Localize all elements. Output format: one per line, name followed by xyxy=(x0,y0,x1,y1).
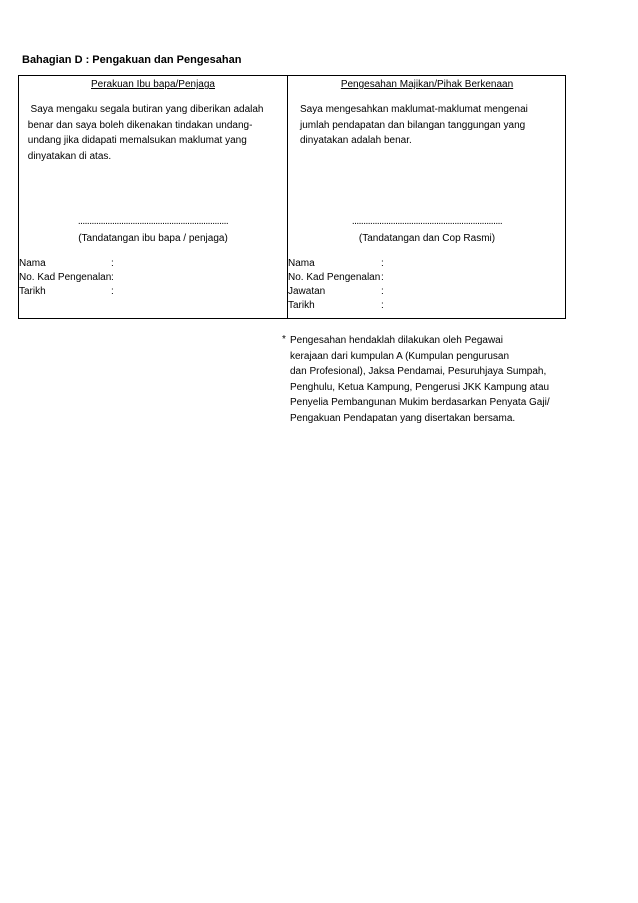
field-label: Tarikh xyxy=(19,286,46,297)
parent-declaration-heading: Perakuan Ibu bapa/Penjaga xyxy=(91,79,215,90)
note-line: Penyelia Pembangunan Mukim berdasarkan Penyata Gaji/ xyxy=(290,397,550,408)
field-kad-pengenalan[interactable] xyxy=(19,271,179,285)
declaration-line: Saya mengaku segala butiran yang diberikan adalah xyxy=(25,104,264,115)
field-label: No. Kad Pengenalan xyxy=(19,272,112,283)
verification-line: jumlah pendapatan dan bilangan tanggungan yang xyxy=(300,119,526,131)
field-label: Tarikh xyxy=(288,300,315,311)
field-colon: : xyxy=(381,272,384,283)
field-colon: : xyxy=(111,258,114,269)
verification-note xyxy=(282,333,550,426)
verification-line: Saya mengesahkan maklumat-maklumat mengenai xyxy=(300,104,528,115)
parent-fields xyxy=(19,257,179,299)
official-signature-line[interactable]: .................................................................. xyxy=(351,216,503,227)
field-colon: : xyxy=(111,286,114,297)
field-label: Nama xyxy=(288,258,315,269)
field-tarikh[interactable] xyxy=(288,299,448,313)
declaration-line: benar dan saya boleh dikenakan tindakan undang- xyxy=(25,119,253,131)
field-colon: : xyxy=(381,286,384,297)
note-line: dan Profesional), Jaksa Pendamai, Pesuruhjaya Sumpah, xyxy=(290,366,547,377)
field-jawatan[interactable] xyxy=(288,285,448,299)
parent-signature-caption: (Tandatangan ibu bapa / penjaga) xyxy=(78,233,228,244)
declaration-box xyxy=(18,75,566,319)
field-label: Nama xyxy=(19,258,46,269)
field-colon: : xyxy=(381,300,384,311)
field-label: No. Kad Pengenalan xyxy=(288,272,381,283)
parent-declaration-column xyxy=(19,76,287,318)
field-nama[interactable] xyxy=(288,257,448,271)
asterisk-marker: * xyxy=(282,334,286,345)
parent-signature-line[interactable]: .................................................................. xyxy=(77,216,229,227)
parent-declaration-text xyxy=(25,102,283,164)
field-kad-pengenalan[interactable] xyxy=(288,271,448,285)
field-colon: : xyxy=(111,272,114,283)
employer-verification-heading: Pengesahan Majikan/Pihak Berkenaan xyxy=(340,79,514,90)
field-nama[interactable] xyxy=(19,257,179,271)
note-line: Pengesahan hendaklah dilakukan oleh Pegawai xyxy=(290,335,503,346)
note-line: Penghulu, Ketua Kampung, Pengerusi JKK Kampung atau xyxy=(290,381,550,393)
employer-verification-text xyxy=(300,102,562,149)
official-fields xyxy=(288,257,448,313)
note-line: Pengakuan Pendapatan yang disertakan bersama. xyxy=(290,412,516,424)
declaration-line: dinyatakan di atas. xyxy=(25,150,112,162)
field-colon: : xyxy=(381,258,384,269)
note-line: kerajaan dari kumpulan A (Kumpulan pengurusan xyxy=(290,350,510,362)
official-signature-caption: (Tandatangan dan Cop Rasmi) xyxy=(358,233,496,244)
field-label: Jawatan xyxy=(288,286,326,297)
declaration-line: undang jika didapati memalsukan maklumat yang xyxy=(25,135,247,146)
field-tarikh[interactable] xyxy=(19,285,179,299)
employer-verification-column xyxy=(288,76,566,318)
verification-line: dinyatakan adalah benar. xyxy=(300,135,412,146)
section-title: Bahagian D : Pengakuan dan Pengesahan xyxy=(22,54,242,66)
